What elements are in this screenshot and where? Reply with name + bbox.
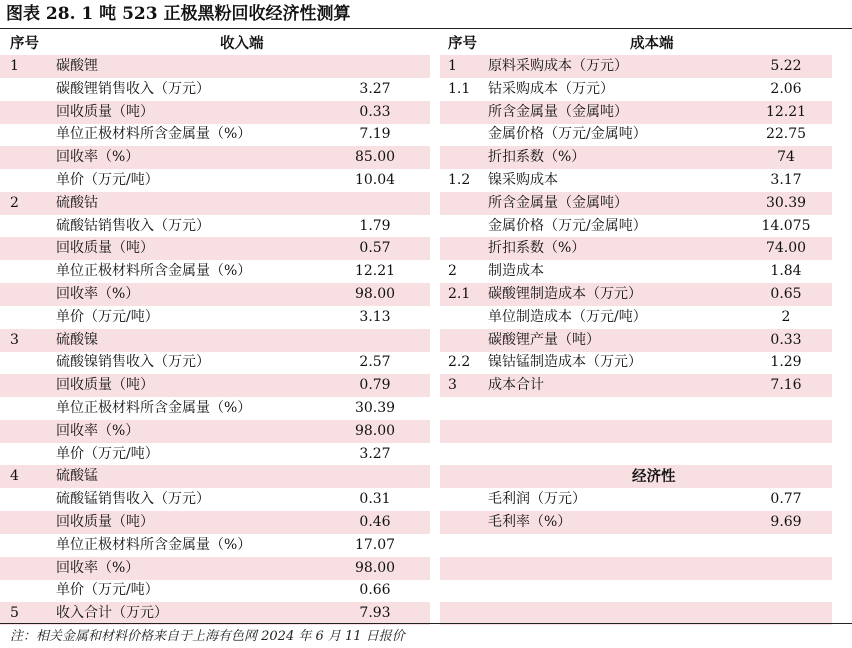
income-row <box>0 488 430 511</box>
bottom-rule <box>0 623 852 624</box>
income-row <box>0 146 430 169</box>
row-value: 1.79 <box>359 217 391 234</box>
row-value: 3.13 <box>359 308 391 325</box>
income-row <box>0 55 430 78</box>
row-value: 5.22 <box>770 58 802 74</box>
row-number: 4 <box>10 468 19 485</box>
cost-row <box>440 169 832 192</box>
row-value <box>740 602 832 625</box>
row-label: 钴采购成本（万元） <box>488 80 614 97</box>
cost-row <box>440 534 832 557</box>
row-label: 回收质量（吨） <box>56 103 154 120</box>
row-value: 3.27 <box>359 80 391 97</box>
income-row <box>0 351 430 374</box>
row-label: 收入合计（万元） <box>56 605 168 622</box>
row-value: 7.93 <box>359 605 391 622</box>
source-note: 注：相关金属和材料价格来自于上海有色网 2024 年 6 月 11 日报价 <box>10 629 405 644</box>
income-row <box>0 557 430 580</box>
row-label: 回收质量（吨） <box>56 377 154 394</box>
row-value: 0.33 <box>359 103 391 120</box>
income-row <box>0 329 430 352</box>
cost-row <box>440 146 832 169</box>
top-rule <box>0 28 852 29</box>
row-label: 碳酸锂销售收入（万元） <box>56 80 210 97</box>
row-value: 2.06 <box>770 80 802 97</box>
row-number: 3 <box>448 377 457 394</box>
row-label: 回收质量（吨） <box>56 514 154 530</box>
row-label: 硫酸钴销售收入（万元） <box>56 217 210 234</box>
row-label: 硫酸镍销售收入（万元） <box>56 354 210 371</box>
row-label: 金属价格（万元/金属吨） <box>488 126 647 143</box>
income-row <box>0 602 430 625</box>
income-header-row <box>0 32 430 55</box>
row-label: 制造成本 <box>488 263 544 280</box>
row-label: 折扣系数（%） <box>488 149 586 166</box>
row-number: 2 <box>10 194 19 211</box>
income-row <box>0 78 430 101</box>
cost-header-no: 序号 <box>448 35 477 52</box>
income-row <box>0 192 430 215</box>
income-row <box>0 215 430 238</box>
cost-row <box>440 420 832 443</box>
cost-row <box>440 260 832 283</box>
row-value <box>740 534 832 557</box>
cost-row <box>440 215 832 238</box>
row-label: 碳酸锂 <box>56 58 98 74</box>
cost-row <box>440 192 832 215</box>
cost-row <box>440 351 832 374</box>
row-value: 0.65 <box>770 286 802 302</box>
row-number: 1.2 <box>448 172 471 188</box>
income-header-no: 序号 <box>10 35 39 52</box>
cost-row <box>440 511 832 534</box>
cost-row <box>440 329 832 352</box>
row-number: 1 <box>10 58 19 74</box>
row-value: 98.00 <box>354 286 396 302</box>
row-value: 85.00 <box>354 149 396 166</box>
row-number: 2.2 <box>448 354 471 371</box>
row-value: 22.75 <box>765 126 807 143</box>
row-value: 0.57 <box>359 240 391 257</box>
row-value <box>740 420 832 443</box>
row-value: 9.69 <box>770 514 802 530</box>
income-row <box>0 123 430 146</box>
row-value: 3.17 <box>770 172 802 188</box>
row-value: 0.33 <box>770 331 802 348</box>
row-value: 3.27 <box>359 445 391 462</box>
row-value: 0.77 <box>770 491 802 508</box>
row-value <box>330 329 420 352</box>
income-row <box>0 374 430 397</box>
row-value: 98.00 <box>354 422 396 439</box>
row-value <box>330 465 420 488</box>
cost-row <box>440 374 832 397</box>
row-label: 镍钴锰制造成本（万元） <box>488 354 642 371</box>
cost-row <box>440 488 832 511</box>
row-value: 74.00 <box>765 240 807 257</box>
cost-header-row <box>440 32 832 55</box>
row-label: 回收率（%） <box>56 559 140 576</box>
row-value: 7.19 <box>359 126 391 143</box>
row-label: 原料采购成本（万元） <box>488 58 628 74</box>
row-number: 2.1 <box>448 286 471 302</box>
row-value <box>330 55 420 78</box>
row-label: 单价（万元/吨） <box>56 172 159 188</box>
income-row <box>0 443 430 466</box>
cost-row <box>440 306 832 329</box>
row-label: 所含金属量（金属吨） <box>488 194 628 211</box>
row-value: 14.075 <box>761 217 811 234</box>
row-number: 5 <box>10 605 19 622</box>
row-label: 成本合计 <box>488 377 544 394</box>
row-value: 0.31 <box>359 491 391 508</box>
income-row <box>0 237 430 260</box>
row-value <box>740 397 832 420</box>
income-row <box>0 511 430 534</box>
row-value: 7.16 <box>770 377 802 394</box>
row-label: 单位正极材料所含金属量（%） <box>56 400 252 416</box>
row-value: 12.21 <box>765 103 807 120</box>
income-row <box>0 260 430 283</box>
row-label: 回收质量（吨） <box>56 240 154 257</box>
income-row <box>0 283 430 306</box>
row-value <box>740 465 832 488</box>
row-value: 1.29 <box>770 354 802 371</box>
cost-row <box>440 465 832 488</box>
row-value: 98.00 <box>354 559 396 576</box>
row-label: 回收率（%） <box>56 149 140 166</box>
row-value: 30.39 <box>765 194 807 211</box>
row-label: 镍采购成本 <box>488 172 558 188</box>
cost-row <box>440 602 832 625</box>
row-label: 单位制造成本（万元/吨） <box>488 308 647 325</box>
row-value <box>740 579 832 602</box>
row-value: 2 <box>781 308 791 325</box>
row-value <box>740 557 832 580</box>
cost-header-label: 成本端 <box>630 35 674 52</box>
cost-row <box>440 101 832 124</box>
income-row <box>0 534 430 557</box>
row-value: 0.79 <box>359 377 391 394</box>
cost-row <box>440 55 832 78</box>
row-label: 毛利率（%） <box>488 514 572 530</box>
income-row <box>0 169 430 192</box>
row-value: 74 <box>777 149 795 166</box>
cost-row <box>440 579 832 602</box>
income-row <box>0 306 430 329</box>
row-value: 2.57 <box>359 354 391 371</box>
row-value: 1.84 <box>770 263 802 280</box>
row-label: 碳酸锂制造成本（万元） <box>488 286 642 302</box>
income-header-label: 收入端 <box>220 35 264 52</box>
row-label: 硫酸锰销售收入（万元） <box>56 491 210 508</box>
row-label: 单价（万元/吨） <box>56 582 159 599</box>
row-value: 0.46 <box>359 514 391 530</box>
row-label: 硫酸镍 <box>56 331 98 348</box>
row-label: 单位正极材料所含金属量（%） <box>56 263 252 280</box>
income-row <box>0 397 430 420</box>
row-label: 硫酸钴 <box>56 194 98 211</box>
row-label: 折扣系数（%） <box>488 240 586 257</box>
row-label: 毛利润（万元） <box>488 491 586 508</box>
row-number: 1 <box>448 58 457 74</box>
row-number: 1.1 <box>448 80 471 97</box>
income-row <box>0 579 430 602</box>
cost-row <box>440 78 832 101</box>
row-label: 硫酸锰 <box>56 468 98 485</box>
row-number: 3 <box>10 331 19 348</box>
cost-row <box>440 397 832 420</box>
row-label: 单价（万元/吨） <box>56 445 159 462</box>
row-label: 回收率（%） <box>56 422 140 439</box>
row-value <box>740 443 832 466</box>
cost-row <box>440 123 832 146</box>
income-row <box>0 465 430 488</box>
row-label: 单位正极材料所含金属量（%） <box>56 126 252 143</box>
row-label: 单位正极材料所含金属量（%） <box>56 536 252 553</box>
cost-row <box>440 557 832 580</box>
row-value: 30.39 <box>354 400 396 416</box>
row-value: 10.04 <box>354 172 396 188</box>
income-row <box>0 420 430 443</box>
row-value: 0.66 <box>359 582 391 599</box>
cost-row <box>440 237 832 260</box>
income-row <box>0 101 430 124</box>
row-value: 12.21 <box>354 263 396 280</box>
row-label: 回收率（%） <box>56 286 140 302</box>
row-label: 碳酸锂产量（吨） <box>488 331 600 348</box>
row-number: 2 <box>448 263 457 280</box>
section-label: 经济性 <box>632 468 676 486</box>
row-label: 所含金属量（金属吨） <box>488 103 628 120</box>
row-label: 单价（万元/吨） <box>56 308 159 325</box>
row-value: 17.07 <box>354 536 396 553</box>
cost-row <box>440 283 832 306</box>
cost-row <box>440 443 832 466</box>
figure-title: 图表 28. 1 吨 523 正极黑粉回收经济性测算 <box>6 4 351 24</box>
row-label: 金属价格（万元/金属吨） <box>488 217 647 234</box>
row-value <box>330 192 420 215</box>
